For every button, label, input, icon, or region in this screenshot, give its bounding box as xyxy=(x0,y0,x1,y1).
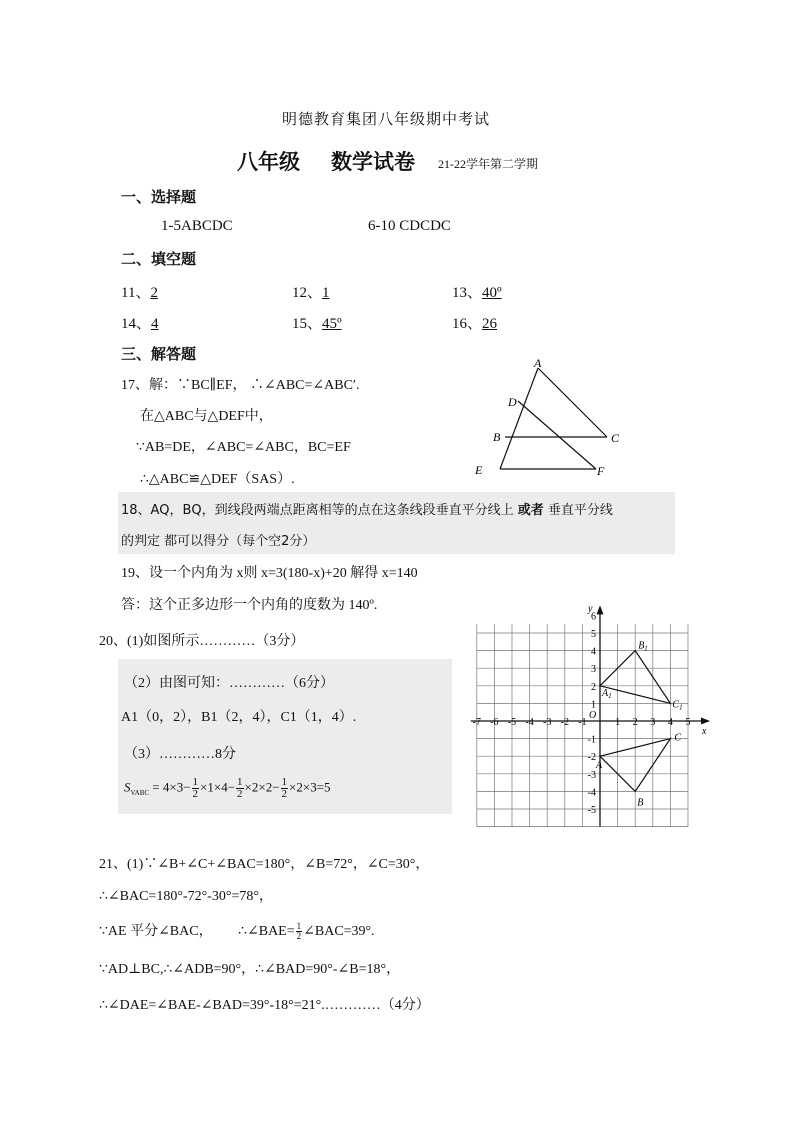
subject-title: 数学试卷 xyxy=(331,150,415,174)
q21-text-b: ∴∠BAE= xyxy=(238,924,295,939)
x-tick-label: 5 xyxy=(685,717,691,728)
q20-line-1: 20、(1)如图所示…………（3分） xyxy=(99,634,305,649)
fill-answer: 26 xyxy=(482,316,498,332)
x-tick-label: -7 xyxy=(472,717,481,728)
q19-line-1: 19、设一个内角为 x则 x=3(180-x)+20 解得 x=140 xyxy=(121,566,418,581)
section-title-solve: 三、解答题 xyxy=(121,347,197,363)
fill-num: 12、 xyxy=(292,285,323,301)
segment-ac xyxy=(538,368,607,437)
y-tick-label: -5 xyxy=(587,805,596,816)
q21-line-4: ∵AD⊥BC,∴∠ADB=90°，∴∠BAD=90°-∠B=18°， xyxy=(99,962,401,977)
q21-line-5: ∴∠DAE=∠BAE-∠BAD=39°-18°=21°.…………（4分） xyxy=(99,998,430,1013)
term-label: 21-22学年第二学期 xyxy=(438,157,538,171)
q21-text-c: ∠BAC=39°. xyxy=(303,924,375,939)
answers-6-10: 6-10 CDCDC xyxy=(368,218,451,234)
fill-answer: 2 xyxy=(150,285,158,301)
fraction-half: $\frac{1}{2}$ xyxy=(281,776,288,800)
formula-part: ×1×4− xyxy=(200,779,236,795)
section-title-choice: 一、选择题 xyxy=(121,190,197,206)
x-tick-label: 2 xyxy=(632,717,638,728)
fill-num: 15、 xyxy=(292,316,323,332)
fill-item xyxy=(121,281,168,302)
y-axis-label: y xyxy=(588,603,593,615)
q18-line-1 xyxy=(121,499,613,518)
y-tick-label: -3 xyxy=(587,769,596,781)
exam-header: 明德教育集团八年级期中考试 xyxy=(282,112,491,128)
point-label-a: A xyxy=(596,760,603,772)
fill-answer: 1 xyxy=(322,285,330,301)
coordinate-grid xyxy=(455,595,725,835)
fill-num: 14、 xyxy=(121,316,152,332)
q20-line-3: A1（0，2），B1（2，4），C1（1，4）. xyxy=(121,710,357,725)
area-subscript: VABC xyxy=(130,789,150,798)
y-tick-label: 5 xyxy=(591,629,596,640)
q21-text-a: ∵AE 平分∠BAC， xyxy=(99,924,213,939)
x-axis-arrow xyxy=(701,718,710,725)
fraction-half: $\frac{1}{2}$ xyxy=(237,776,243,800)
q18-text-or: 或者 xyxy=(517,503,544,518)
fill-answer: 40º xyxy=(482,285,502,301)
area-symbol: S xyxy=(124,779,131,795)
q20-area-formula xyxy=(124,777,331,800)
point-label-b: B xyxy=(493,430,501,444)
fraction-half: $\frac{1}{2}$ xyxy=(296,921,302,942)
y-tick-label: 3 xyxy=(591,664,596,676)
fill-item xyxy=(292,281,330,302)
fill-num: 13、 xyxy=(452,285,483,301)
formula-part: = 4×3− xyxy=(152,779,191,795)
fill-item xyxy=(452,312,497,333)
y-tick-label: -4 xyxy=(587,787,596,799)
point-label-c: C xyxy=(674,732,682,744)
q20-line-2: （2）由图可知：…………（6分） xyxy=(124,676,334,691)
q21-line-2: ∴∠BAC=180°-72°-30°=78°， xyxy=(99,889,273,904)
point-label-c: C xyxy=(611,431,620,445)
point-label-d: D xyxy=(508,395,517,409)
origin-label: O xyxy=(589,710,597,721)
y-tick-label: 1 xyxy=(591,699,596,711)
q18-line-2: 的判定 都可以得分（每个空2分） xyxy=(121,534,316,549)
x-tick-label: 3 xyxy=(650,717,656,728)
point-label-b: B xyxy=(637,797,644,809)
segment-ae xyxy=(500,368,538,469)
fill-answer: 45º xyxy=(322,316,342,332)
x-tick-label: -4 xyxy=(525,717,534,728)
formula-part: ×2×2− xyxy=(244,779,280,795)
segment-df xyxy=(518,401,596,469)
fill-num: 16、 xyxy=(452,316,483,332)
q19-line-2: 答：这个正多边形一个内角的度数为 140º. xyxy=(121,598,378,613)
x-tick-label: -2 xyxy=(560,717,569,728)
section-title-fill: 二、填空题 xyxy=(121,252,197,268)
q18-text-a: 18、AQ，BQ，到线段两端点距离相等的点在这条线段垂直平分线上 xyxy=(121,503,514,518)
fill-item xyxy=(292,312,342,333)
point-label-e: E xyxy=(475,463,483,477)
q17-line-1: 17、解：∵BC∥EF， ∴∠ABC=∠ABC′. xyxy=(121,378,360,393)
q21-line-1: 21、(1)∵∠B+∠C+∠BAC=180°，∠B=72°，∠C=30°， xyxy=(99,857,430,872)
x-tick-label: -5 xyxy=(507,717,517,728)
point-label-c1: $C_1$ xyxy=(672,699,683,712)
grade-title: 八年级 xyxy=(237,150,300,174)
fraction-half: $\frac{1}{2}$ xyxy=(192,776,199,800)
x-tick-label: -1 xyxy=(578,717,587,728)
y-tick-label: 2 xyxy=(591,681,596,693)
q17-figure xyxy=(470,355,620,480)
x-tick-label: 1 xyxy=(615,717,621,728)
formula-part: ×2×3=5 xyxy=(289,779,331,795)
fill-item xyxy=(121,312,159,333)
y-tick-label: -1 xyxy=(587,734,596,746)
point-label-f: F xyxy=(597,464,605,478)
y-tick-label: 4 xyxy=(591,646,596,658)
q17-line-4: ∴△ABC≌△DEF（SAS）. xyxy=(140,472,295,487)
answers-1-5: 1-5ABCDC xyxy=(161,218,233,234)
q17-line-3: ∵AB=DE，∠ABC=∠ABC，BC=EF xyxy=(136,440,351,455)
fill-num: 11、 xyxy=(121,285,151,301)
point-label-a: A xyxy=(534,356,542,370)
x-tick-label: -3 xyxy=(543,717,552,728)
point-label-a1: $A_1$ xyxy=(602,687,612,700)
grid-tick-labels xyxy=(473,611,691,816)
point-label-b1: $B_1$ xyxy=(638,640,648,653)
q17-line-2: 在△ABC与△DEF中， xyxy=(140,409,273,424)
q21-line-3 xyxy=(99,920,375,941)
q18-text-c: 垂直平分线 xyxy=(547,503,613,518)
y-tick-label: 6 xyxy=(591,611,596,623)
x-axis-label: x xyxy=(702,726,707,737)
fill-item xyxy=(452,281,502,302)
x-tick-label: -6 xyxy=(490,717,499,728)
y-axis-arrow xyxy=(597,605,604,614)
fill-answer: 4 xyxy=(151,316,159,332)
q20-line-4: （3）…………8分 xyxy=(124,747,236,762)
x-tick-label: 4 xyxy=(667,717,673,728)
y-tick-label: -2 xyxy=(587,752,596,764)
